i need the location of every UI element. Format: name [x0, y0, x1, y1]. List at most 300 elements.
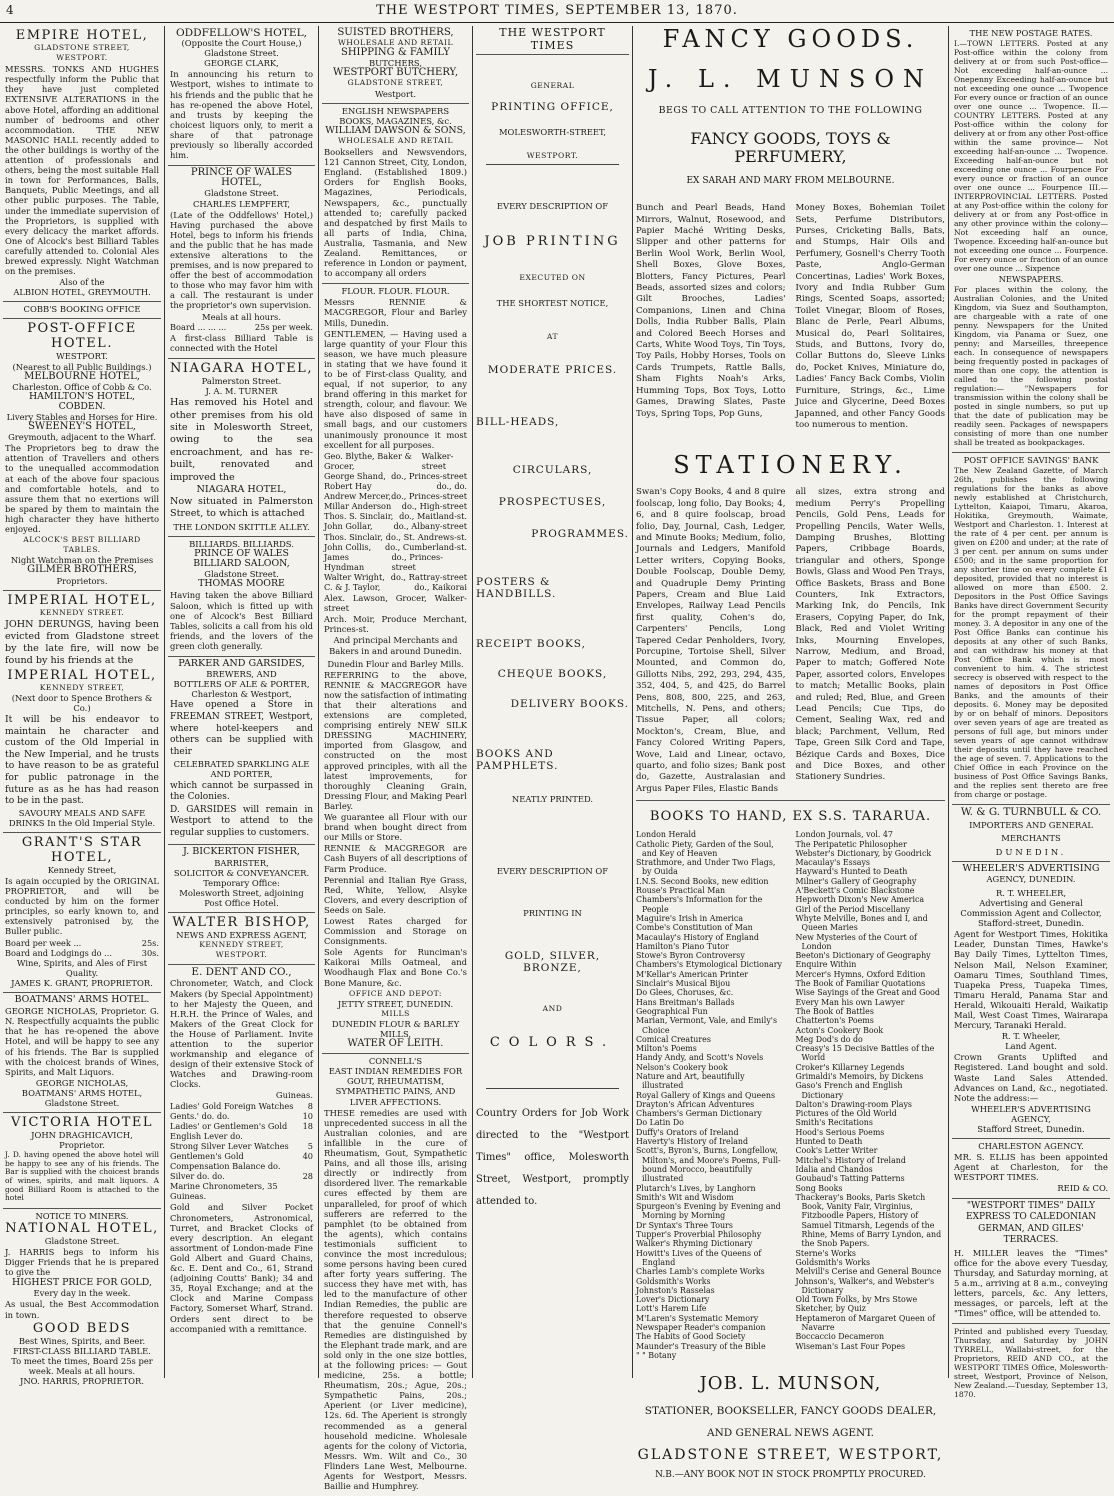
price-row — [170, 1171, 313, 1181]
ad-turnbull — [952, 805, 1110, 861]
row-label: Ladies' Gold Foreign Watches — [170, 1100, 294, 1111]
ad-line: Proprietor. — [59, 1140, 105, 1151]
ad-body: The New Zealand Gazette, of March 26th, publishes the following regulations for the banks as above newly established at Christchurch, Lyttelton, Kaiapoi, Timaru, Akaroa, Hokitika, Greymouth, Waimate, Westport and Charleston. 1. Interest at the rate of 4 per cent. per annum is given on £200 and under; at the rate of 3 per cent. per annum on sums under £500; and in the same proportion for any shorter time on every complete £1 deposited, provided that no interest is allowed on more than £500. 2. Depositors in the Post Office Savings Banks have direct Government Security for the prompt repayment of their money. 3. A depositor in any one of the Post Office Banks can continue his deposits at any other of such Banks, and can withdraw his money at that Post Office Bank which is most convenient to him. 4. The strictest secrecy is observed with respect to the names of depositors in Post Office Banks, and the amounts of their deposits. 6. Money may be deposited by or on behalf of minors. Depositors over seven years of age are treated as persons of full age, but minors under seven years of age cannot withdraw their deposits until they have reached the age of seven. 7. Applications to the Chief Office in each Province on the business of Post Office Savings Banks, and the replies sent thereto are free from charge or postage. — [954, 466, 1108, 800]
book-title: Smith's Recitations — [795, 1118, 873, 1128]
ad-line: BARRISTER, — [214, 857, 269, 868]
ad-heading: VICTORIA HOTEL — [10, 1115, 154, 1131]
ad-heading: ENGLISH NEWSPAPERS — [341, 105, 450, 116]
ad-town: Westport. — [375, 88, 416, 99]
ad-line: N.B.—ANY BOOK NOT IN STOCK PROMPTLY PROCURED. — [655, 1470, 926, 1481]
ad-town: WESTPORT. — [526, 151, 579, 161]
ad-suisted-brothers — [322, 26, 469, 104]
ad-address: Gladstone Street. — [204, 188, 279, 199]
row-label: Strong Silver Lever Watches — [170, 1140, 289, 1151]
ad-line: WHOLESALE AND RETAIL — [338, 135, 453, 145]
book-title: Howitt's Lives of the Queens of England — [636, 1248, 762, 1267]
book-title: Nature and Art, beautifully illustrated — [636, 1072, 745, 1091]
books-list-right — [796, 830, 946, 1360]
book-title: Melvill's Cerise and General Bounce — [795, 1267, 942, 1277]
ad-boatmans-arms — [3, 993, 161, 1113]
ad-line: EVERY DESCRIPTION OF — [496, 865, 609, 876]
ad-line: EVERY DESCRIPTION OF — [496, 201, 609, 212]
book-title: Hans Breitman's Ballads — [636, 997, 735, 1007]
row-value: do., Princes-street — [391, 551, 443, 572]
book-title: Lover's Dictionary — [636, 1295, 710, 1305]
ad-heading: Dunedin Flour and Barley Mills. — [327, 658, 464, 669]
ad-body: Booksellers and Newsvendors, 121 Cannon Street, City, London, England. (Established 1809.) Orders for English Books, Magazines, Periodicals, Newspapers, &c., punctually attended to; carefully packed and despatched by first Mails to all parts of India, China, Australia, Tasmania, and New Zealand. Remittances, or reference in London or payment, to accompany all orders — [324, 147, 467, 279]
ad-heading: E. DENT AND CO., — [191, 966, 292, 979]
ad-line: SOLICITOR & CONVEYANCER. — [173, 867, 310, 878]
ad-address: KENNEDY STREET. — [39, 607, 125, 617]
ad-bickerton-fisher — [168, 845, 315, 913]
row-label: John Collis, — [324, 541, 372, 552]
ad-body: Crown Grants Uplifted and Registered. Land bought and sold. Waste Land Sales Attended. Advances on Land, &c., negotiated. Note the address:— — [954, 1052, 1108, 1103]
book-title: Dr Syntax's Three Tours — [636, 1220, 733, 1230]
ad-line: MILLS — [381, 1008, 410, 1018]
ad-heading: NOTICE TO MINERS. — [35, 1210, 129, 1221]
ad-line: Alex. Lawson, Grocer, Walker-street — [324, 593, 467, 614]
book-title: Gaso's French and English Dictionary — [795, 1081, 903, 1100]
ad-body: THESE remedies are used with unprecedented success in all the Australian colonies, and are infallible in the cure of Rheumatism, Gout, Sympathetic Pains, and all those ills, arising directly or indirectly from disordered liver. The remarkable cures effected by them are unparalleled, for proof of which sufferers are referred to the pamphlet (to be obtained from the agents), which contains testimonials sufficient to convince the most incredulous; some persons having been cured after forty years suffering. The success they have met with, has led to the manufacture of other Indian Remedies, the public are therefore requested to observe that the genuine Connell's Remedies are distinguished by the Elephant trade mark, and are sold only in the one size bottles, at the following prices: — Gout medicine, 25s. a bottle; Rheumatism, 20s.; Ague, 20s.; Sympathetic Pains, 20s.; Aperient (or Liver medicine), 12s. 6d. The Aperient is strongly recommended as a general household medicine. Wholesale agents for the colony of Victoria, Messrs. Wm. Wilt and Co., 30 Flinders Lane West, Melbourne. Agents for Westport, Messrs. Baillie and Humphrey. — [324, 1107, 467, 1492]
book-title: Chambers's Information for the People — [636, 895, 763, 914]
ad-line: Also of the — [59, 277, 105, 288]
price-row — [5, 948, 159, 958]
book-title: M'Kellar's American Printer — [636, 969, 749, 979]
row-label: C. & J. Taylor, — [324, 581, 381, 592]
book-title: Maguire's Irish in America — [636, 913, 744, 923]
ad-body: A first-class Billiard Table is connected with the Hotel — [170, 332, 313, 353]
book-title: Stowe's Byron Controversy — [636, 951, 745, 961]
book-title: Haverty's History of Ireland — [636, 1137, 749, 1147]
ad-rennie-macgregor — [322, 284, 469, 1054]
ad-line: DELIVERY BOOKS. — [510, 697, 629, 710]
ad-heading: POST-OFFICE HOTEL. — [27, 321, 137, 352]
ad-line: Charleston & Westport, — [191, 689, 292, 700]
ad-signature: GEORGE NICHOLAS, — [35, 1077, 129, 1088]
price-value: 30s. — [141, 947, 159, 958]
ad-line: AND — [542, 1004, 563, 1014]
ad-line: THOMAS MOORE — [198, 578, 285, 590]
book-title: Sketcher, by Quiz — [795, 1304, 866, 1314]
row-value: do., St. Andrews-st. — [385, 531, 467, 542]
ad-body: Country Orders for Job Work directed to the "Westport Times" office, Molesworth Street, Westport, promptly attended to. — [476, 1108, 629, 1208]
ad-connells-remedies — [322, 1054, 469, 1496]
book-title: Every Man his own Lawyer — [795, 997, 905, 1007]
testimonial-row — [324, 491, 467, 501]
testimonial-row — [324, 542, 467, 552]
column-3 — [322, 26, 469, 1492]
ad-national-hotel — [3, 1209, 161, 1390]
book-title: Geographical Fun — [636, 1006, 708, 1016]
ad-address: WHEELER'S ADVERTISING AGENCY, — [971, 1103, 1091, 1124]
book-title: Macaulay's History of England — [636, 932, 759, 942]
books-list-left — [636, 830, 786, 1360]
ad-line: BUTCHERS, — [368, 58, 423, 69]
row-value: do., Albany-street — [393, 521, 467, 532]
ad-cobb — [3, 302, 161, 319]
ad-line: PROGRAMMES. — [531, 527, 629, 540]
column-5-munson — [636, 25, 945, 1481]
ad-heading: SUISTED BROTHERS, — [337, 27, 454, 38]
ad-address: GLADSTONE STREET, — [34, 43, 130, 52]
ad-signature: REID & CO. — [1057, 1183, 1108, 1194]
ad-heading: GOOD BEDS — [32, 1320, 132, 1336]
ad-line: Arch. Moir, Produce Merchant, Princes-st. — [324, 614, 467, 635]
ad-line: GENERAL — [530, 81, 575, 90]
ad-line: R. T. WHEELER, — [995, 887, 1067, 898]
ad-address: Stafford Street, Dunedin. — [977, 1124, 1085, 1134]
price-label: Board ... ... ... — [170, 321, 227, 332]
ad-body: which cannot be surpassed in the Colonies. — [170, 780, 313, 803]
ad-line: SHIPPING & FAMILY — [340, 47, 450, 59]
ad-line: EXECUTED ON — [519, 273, 586, 283]
column-6 — [952, 26, 1110, 1400]
book-title: London Journals, vol. 47 — [795, 830, 893, 840]
book-title: Tupper's Proverbial Philosophy — [636, 1230, 762, 1240]
ad-body: Gold and Silver Pocket Chronometers, Astronomical, Turret, and Bracket Clocks of every description. An elegant assortment of London-made Fine Gold Albert and Guard Chains, &c. E. Dent and Co., 61, Strand (adjoining Coutts' Bank); 34 and 35, Royal Exchange; and at the Clock and Marine Compass Factory, Somerset Wharf, Strand. Orders sent direct to be accompanied with a remittance. — [170, 1202, 313, 1334]
price-label: Board and Lodgings do ... — [5, 947, 112, 958]
ad-signature: JNO. HARRIS, PROPRIETOR. — [19, 1376, 144, 1387]
row-label: Andrew Mercer, — [324, 491, 391, 502]
ad-body: Perennial and Italian Rye Grass, Red, White, Yellow, Alsyke Clovers, and every description of Seeds on Sale. — [324, 874, 467, 915]
ad-line: JOHN DRAGHICAVICH, — [31, 1130, 133, 1141]
ad-line: To meet the times, Board 25s per week. Meals at all hours. — [11, 1355, 153, 1376]
ad-heading: THE NEW POSTAGE RATES. — [969, 28, 1093, 38]
ad-heading: NEWSPAPERS. — [998, 274, 1064, 285]
ad-signature: JAMES K. GRANT, PROPRIETOR. — [11, 977, 153, 988]
book-title: Girl of the Period Miscellany — [795, 904, 911, 914]
ad-heading: FLOUR. FLOUR. FLOUR. — [341, 286, 450, 297]
ad-heading: COBB'S BOOKING OFFICE — [23, 304, 141, 315]
section-heading: FANCY GOODS. — [662, 25, 919, 53]
price-row — [170, 322, 313, 332]
ad-heading: PARKER AND GARSIDES, — [178, 657, 305, 669]
book-title: Smith's Wit and Wisdom — [636, 1192, 734, 1202]
row-label: Robert Hay — [324, 481, 372, 492]
ad-address: Palmerston Street. — [201, 375, 282, 386]
ad-line: IMPORTERS AND GENERAL — [969, 820, 1093, 831]
ad-heading: HAMILTON'S HOTEL, COBDEN. — [29, 390, 135, 412]
ad-line: Proprietors. — [56, 575, 108, 586]
ad-heading: NATIONAL HOTEL, — [5, 1220, 159, 1236]
book-title: Chatterton's Poems — [795, 1016, 874, 1026]
ad-post-office-hotel — [3, 319, 161, 590]
ad-body: D. GARSIDES will remain in Westport to attend to the regular supplies to customers. — [170, 804, 313, 838]
book-title: Thackeray's Books, Paris Sketch Book, Vanity Fair, Virginius, Fitzboodle Papers, History of Samuel Titmarsh, Legends of the Rhine, Mems of Barry Lyndon, and the Snob Papers. — [795, 1192, 942, 1249]
book-title: Milton's Poems — [636, 1044, 697, 1054]
ad-body: RENNIE & MACGREGOR are Cash Buyers of all descriptions of Farm Produce. — [324, 843, 467, 874]
ad-line: AGENCY, DUNEDIN. — [986, 873, 1076, 884]
testimonial-row — [324, 521, 467, 531]
ad-heading: CHARLESTON AGENCY. — [978, 1141, 1084, 1152]
ad-line: ALCOCK'S BEST BILLIARD TABLES. — [23, 535, 141, 555]
ad-body: J. HARRIS begs to inform his Digger Friends that he is prepared to give the — [5, 1247, 159, 1278]
ad-line: HIGHEST PRICE FOR GOLD, — [12, 1277, 152, 1289]
ad-line: (Next door to Spence Brothers & Co.) — [11, 692, 153, 713]
ad-address: Kennedy Street, — [47, 864, 117, 875]
ad-line: CELEBRATED SPARKLING ALE AND PORTER, — [173, 759, 310, 780]
testimonial-row — [324, 471, 467, 481]
row-label: James Hyndman — [324, 551, 365, 572]
book-title: Cook's Letter Writer — [795, 1146, 878, 1156]
ad-address: GLADSTONE STREET, — [347, 78, 444, 88]
ad-heading: PRINCE OF WALES BILLIARD SALOON, — [193, 548, 290, 570]
ad-heading: JOB PRINTING — [484, 234, 621, 250]
testimonial-row — [324, 552, 467, 572]
book-title: Walker's Rhyming Dictionary — [636, 1239, 753, 1249]
ad-line: WESTPORT BUTCHERY, — [332, 67, 459, 79]
book-title: Beeton's Dictionary of Geography — [795, 951, 931, 961]
ad-parker-and-garsides — [168, 657, 315, 846]
book-title: Old Town Folks, by Mrs Stowe — [795, 1295, 918, 1305]
ad-town: WESTPORT. — [56, 351, 108, 362]
book-title: Duffy's Orators of Ireland — [636, 1127, 739, 1137]
testimonial-row — [324, 582, 467, 592]
ad-line: OFFICE AND DEPOT: — [349, 988, 442, 998]
column-rule — [948, 26, 949, 1378]
row-label: Geo. Blythe, Baker & Grocer, — [324, 450, 412, 471]
ad-line: SAVOURY MEALS AND SAFE DRINKS In the Old Imperial Style. — [8, 807, 156, 828]
row-value: 18 — [302, 1120, 313, 1131]
ad-signature: Gladstone Street. — [44, 1097, 120, 1108]
ad-heading: W. & G. TURNBULL & CO. — [960, 806, 1102, 819]
column-rule — [164, 26, 165, 1378]
ad-heading: EMPIRE HOTEL, — [15, 28, 149, 43]
ad-body: Sole Agents for Runciman's Kaikorai Mills Oatmeal, and Woodhaugh Flax and Bone Co.'s Bone Manure, &c. — [324, 947, 467, 988]
ad-line: WHOLESALE AND RETAIL — [338, 38, 453, 48]
ad-line: AND GENERAL NEWS AGENT. — [706, 1427, 875, 1440]
row-value: do., Princes-street — [391, 491, 467, 502]
book-title: Hepworth Dixon's New America — [795, 895, 925, 905]
price-row — [170, 1121, 313, 1141]
ad-line: BOOKS, MAGAZINES, &c. — [339, 115, 452, 126]
ad-line: Meals at all hours. — [202, 311, 281, 322]
testimonial-list — [324, 451, 467, 592]
page-number: 4 — [6, 3, 14, 17]
book-title: Croker's Killarney Legends — [795, 1062, 905, 1072]
row-label: Ladies' or Gentlemen's Gold English Lever do. — [170, 1120, 288, 1141]
page-header — [0, 0, 1114, 23]
ad-william-dawson — [322, 104, 469, 285]
testimonial-row — [324, 572, 467, 582]
ad-body: Having taken the above Billiard Saloon, which is fitted up with one of Alcock's Best Billiard Tables, solicits a call from his old friends, and the lovers of the green cloth generally. — [170, 590, 313, 651]
ad-address: GLADSTONE STREET, WESTPORT, — [637, 1447, 944, 1464]
ad-line: STATIONER, BOOKSELLER, FANCY GOODS DEALER, — [644, 1405, 937, 1418]
book-title: Maunder's Treasury of the Bible — [636, 1341, 766, 1351]
ad-line: GEORGE CLARK, — [204, 58, 279, 69]
ad-body: (Late of the Oddfellows' Hotel,) Having purchased the above Hotel, begs to inform his friends and the public that he has made extensive alterations to the premises, and is now prepared to offer the best of accommodation to those who may favor him with a call. The restaurant is under the proprietor's own supervision. — [170, 209, 313, 311]
ad-heading: PRINTING OFFICE, — [491, 101, 614, 114]
ad-grants-star-hotel — [3, 833, 161, 993]
ad-line: Advertising and General Commission Agent and Collector, — [960, 897, 1102, 919]
book-title: Comical Creatures — [636, 1034, 711, 1044]
row-label: Gents.' do. do. — [170, 1110, 230, 1121]
ad-line: RECEIPT BOOKS, — [476, 637, 586, 650]
ad-body: REFERRING to the above, RENNIE & MACGREGOR have now the satisfaction of intimating that their alterations and extensions are completed, comprising entirely NEW SILK DRESSING MACHINERY, imported from Glasgow, and constructed on the most approved principles, with all the latest improvements, for thoroughly Cleaning Grain, Dressing Flour, and Making Pearl Barley. — [324, 669, 467, 811]
book-title: Hamilton's Piano Tutor — [636, 941, 729, 951]
ad-body: GEORGE NICHOLAS, Proprietor. G. N. Respectfully acquaints the public that he has re-opened the above Hotel, and will be happy to see any of his friends. The Bar is supplied with the choicest brands of Wines, Spirits, and Malt Liquors. — [5, 1006, 159, 1077]
book-title: Spurgeon's Evening by Evening and Morning by Morning — [636, 1202, 781, 1221]
ad-line: Land Agent. — [1005, 1041, 1057, 1052]
row-label: Silver do. do. — [170, 1171, 225, 1182]
row-label: Thos. S. Sinclair, — [324, 511, 394, 522]
ad-daily-express — [952, 1199, 1110, 1325]
book-title: Wiseman's Last Four Popes — [795, 1341, 906, 1351]
row-value: 28 — [302, 1171, 313, 1182]
ad-address: JETTY STREET, DUNEDIN. — [337, 998, 454, 1009]
ad-body: It will be his endeavor to maintain he character and custom of the Old Imperial in the New Imperial, and he trusts to have reason to be as grateful for public patronage in the future as as he has had reason to be in the past. — [5, 713, 159, 807]
ad-line: And principal Merchants and Bakers in and around Dunedin. — [329, 635, 462, 656]
testimonial-row — [324, 532, 467, 542]
book-title: Plutarch's Lives, by Langhorn — [636, 1183, 756, 1193]
ad-line: CHEQUE BOOKS, — [497, 667, 608, 680]
price-value: 25s. — [141, 937, 159, 948]
column-rule — [318, 26, 319, 1378]
ad-address: Molesworth Street, adjoining Post Office Hotel. — [179, 887, 304, 908]
row-value: do., do. — [436, 481, 467, 492]
ad-empire-hotel — [3, 26, 161, 302]
ad-line: BEGS TO CALL ATTENTION TO THE FOLLOWING — [658, 105, 923, 116]
ad-dent-and-co — [168, 965, 315, 1338]
ad-line: ALBION HOTEL, GREYMOUTH. — [13, 287, 151, 298]
books-list — [636, 830, 945, 1360]
ad-body: Chronometer, Watch, and Clock Makers (by Special Appointment) to her Majesty the Queen, and H.R.H. the Prince of Wales, and Makers of the Great Clock for the House of Parliament. Invite attention to the superior workmanship and elegance of design of their extensive Stock of Watches and Drawing-room Clocks. — [170, 978, 313, 1090]
book-title: Rouse's Practical Man — [636, 886, 726, 896]
row-label: George Shand, — [324, 470, 386, 481]
ad-heading: WALTER BISHOP, — [172, 915, 311, 931]
ad-line: EX SARAH AND MARY FROM MELBOURNE. — [686, 176, 895, 187]
fancy-goods-list — [636, 202, 945, 432]
ad-line: (Nearest to all Public Buildings.) — [12, 361, 152, 372]
ad-victoria-hotel — [3, 1113, 161, 1209]
book-title: Wise Sayings of the Great and Good — [795, 988, 940, 998]
book-title: Meg Dod's do do — [795, 1034, 863, 1044]
column-4-job-printing — [476, 26, 629, 1378]
ad-line: CHARLES LEMPFERT, — [192, 198, 291, 209]
book-title: Hunted to Death — [795, 1137, 863, 1147]
ad-line: (Opposite the Court House,) — [181, 38, 302, 49]
row-value: do., Princes-street — [391, 470, 467, 481]
ad-walter-bishop — [168, 913, 315, 965]
ad-line: FIRST-CLASS BILLIARD TABLE. — [13, 1345, 151, 1356]
ad-heading: BOATMANS' ARMS HOTEL. — [14, 994, 150, 1006]
book-title: Grimaldi's Memoirs, by Dickens — [795, 1072, 924, 1081]
book-title: Goubaud's Tatting Patterns — [795, 1174, 905, 1184]
ad-body: MESSRS. TONKS AND HUGHES respectfully inform the Public that they have just completed EXTENSIVE ALTERATIONS in the above Hotel, affording an additional number of bedrooms and other accommodation. THE NEW MASONIC HALL recently added to the other buildings is worthy of the attention of professionals and others, being the most suitable Hall in town for Performances, Balls, Banquets, Public Meetings, and all other public purposes. The Table, under the immediate supervision of the Proprietors, is supplied with every delicacy the market affords. One of Alcock's best Billiard Tables carefully attended to. Colonial Ales brewed expressly. Night Watchman on the premises. — [5, 64, 159, 277]
ad-heading: "WESTPORT TIMES" DAILY EXPRESS TO CALEDONIAN GERMAN, AND GILES' TERRACES. — [966, 1200, 1096, 1246]
row-value: do., Cumberland-st. — [384, 541, 467, 552]
row-label: Thos. Sinclair, — [324, 531, 383, 542]
book-title: Chambers's German Dictionary — [636, 1109, 762, 1119]
ad-line: Temporary Office: — [203, 877, 280, 888]
ad-body: Have opened a Store in FREEMAN STREET, Westport, where hotel-keepers and others can be supplied with their — [170, 700, 313, 757]
ad-address: KENNEDY STREET, — [39, 682, 125, 692]
price-row — [170, 1181, 313, 1201]
row-label: John Gollar, — [324, 521, 373, 532]
ad-billiard-saloon — [168, 537, 315, 657]
testimonial-row — [324, 501, 467, 511]
price-value: 25s per week. — [254, 321, 313, 332]
ad-heading: ODDFELLOW'S HOTEL, — [175, 27, 308, 39]
ad-line: AT — [546, 331, 559, 341]
book-title: New Mysteries of the Court of London — [795, 932, 917, 951]
book-title: Do Latin Do — [636, 1118, 684, 1128]
ad-oddfellows-hotel — [168, 26, 315, 166]
book-title: " " Botany — [636, 1350, 677, 1360]
testimonial-row — [324, 511, 467, 521]
book-title: Macaulay's Essays — [795, 858, 870, 868]
book-title: Webster's Dictionary, by Goodrick — [795, 848, 932, 858]
book-title: Lott's Harem Life — [636, 1304, 707, 1314]
column-1 — [3, 26, 161, 1387]
ad-line: Livery Stables and Horses for Hire. — [6, 412, 158, 422]
book-title: Dalton's Drawing-room Plays — [795, 1099, 912, 1109]
ad-line: Best Wines, Spirits, and Beer. — [18, 1335, 146, 1346]
row-label: Millar Anderson — [324, 501, 392, 512]
book-title: I.N.S. Second Books, new edition — [636, 876, 769, 886]
book-title: Marian, Vermont, Vale, and Emily's Choice — [636, 1016, 777, 1035]
ad-body: JOHN DERUNGS, having been evicted from Gladstone street by the late fire, will now be found by his friends at the — [5, 618, 159, 666]
ad-body: Money Boxes, Bohemian Toilet Sets, Perfume Distributors, Purses, Cricketing Balls, Bats, and Stumps, Hair Oils and Perfumery, Gosnell's Cherry Tooth Paste, Anglo-German Concertinas, Ladies' Work Boxes, Ivory and India Rubber Gum Rings, Scented Soaps, assorted; Toilet Vinegar, Bloom of Roses, Blanc de Perle, Pearl Albums, Musical do, Pearl Solitaires, Studs, and Buttons, Ivory do, Collar Buttons do, Sleeve Links do, Pocket Knives, Miniature do, Ladies' Fancy Back Combs, Violin Furniture, Strings, &c., Lime Juice and Glycerine, Deed Boxes Japanned, and other Fancy Goods too numerous to mention. — [795, 203, 945, 430]
book-title: Handy Andy, and Scott's Novels — [636, 1053, 764, 1063]
ad-town: WESTPORT. — [56, 53, 108, 63]
ad-heading: WILLIAM DAWSON & SONS, — [325, 124, 466, 136]
ad-savings-bank — [952, 453, 1110, 805]
ad-heading: MODERATE PRICES. — [487, 363, 618, 376]
ad-address: Gladstone Street. — [44, 1235, 120, 1246]
masthead-box: THE WESTPORT TIMES — [476, 26, 629, 55]
ad-body: We guarantee all Flour with our brand when bought direct from our Mills or Store. — [324, 812, 467, 843]
row-value: 5 — [307, 1140, 313, 1151]
book-title: Sinclair's Musical Bijou — [636, 979, 731, 989]
book-title: Hayward's Hunted to Death — [795, 867, 908, 877]
book-title: The Peripatetic Philosopher — [795, 839, 907, 849]
ad-line: Greymouth, adjacent to the Wharf. — [8, 432, 156, 443]
ad-niagara-hotel — [168, 359, 315, 537]
book-title: Enquire Within — [795, 960, 857, 970]
row-value: 40 — [302, 1151, 313, 1161]
ad-wheeler — [952, 862, 1110, 1139]
book-title: Catholic Piety, Garden of the Soul, and Key of Heaven — [636, 839, 774, 858]
book-title: Whyte Melville, Bones and I, and Queen Maries — [795, 913, 928, 933]
ad-heading: PRINCE OF WALES HOTEL, — [190, 167, 293, 189]
ad-line: J. A. M. TURNER — [205, 386, 278, 396]
book-title: Mitchel's History of Ireland — [795, 1155, 906, 1165]
ad-heading: GRANT'S STAR HOTEL, — [21, 834, 143, 865]
ad-body: In announcing his return to Westport, wishes to intimate to his friends and the public that he has re-opened the above Hotel, and trusts by keeping the choicest liquors only, to merit a share of that patronage previously so liberally accorded him. — [170, 69, 313, 161]
ad-heading: GOLD, SILVER, BRONZE, — [504, 950, 601, 975]
section-heading: BOOKS TO HAND, EX S.S. TARARUA. — [649, 809, 932, 825]
ad-heading: POSTERS & HANDBILLS. — [476, 575, 557, 600]
ad-heading: J. L. MUNSON — [647, 65, 934, 93]
ad-line: DUNEDIN FLOUR & BARLEY MILLS, — [331, 1018, 460, 1039]
book-title: Heptameron of Margaret Queen of Navarre — [795, 1313, 936, 1333]
column-rule — [472, 26, 473, 1378]
ad-line: THE LONDON SKITTLE ALLEY. — [173, 521, 310, 532]
ad-body: As usual, the Best Accommodation in town. — [5, 1299, 159, 1320]
ad-heading: CONNELL'S — [368, 1056, 423, 1067]
stationery-list — [636, 486, 945, 801]
ad-imperial-hotel — [3, 591, 161, 833]
ad-line: Wine, Spirits, and Ales of First Quality. — [16, 957, 148, 978]
ad-heading: BOOKS AND PAMPHLETS. — [476, 747, 559, 772]
ad-address: KENNEDY STREET, — [199, 940, 284, 950]
ad-heading: IMPERIAL HOTEL, — [7, 667, 157, 683]
row-value: Walker-street — [421, 450, 454, 471]
ad-line: BOTTLERS OF ALE & PORTER, — [173, 679, 310, 690]
book-title: Mercer's Hymns, Oxford Edition — [795, 969, 926, 979]
ad-body: J. D. having opened the above hotel will be happy to see any of his friends. The Bar is supplied with the choicest brands of wines, spirits, and malt liquors. A good Billiard Room is attached to the hotel — [5, 1150, 159, 1203]
